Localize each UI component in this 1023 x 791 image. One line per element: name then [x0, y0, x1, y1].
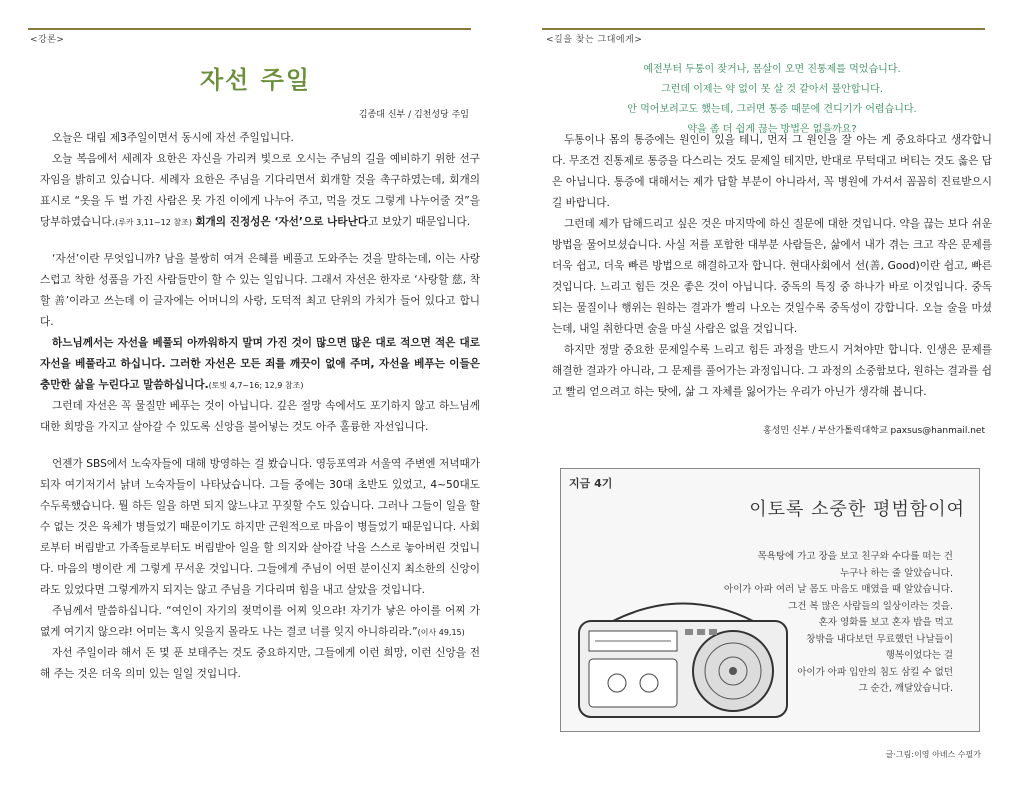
essay-box [560, 468, 980, 732]
paragraph [40, 333, 480, 396]
bold-paragraph: 하느님께서는 자선을 베풀되 아까워하지 말며 가진 것이 많으면 많은 대로 적으면 적은 대로 자선을 베풀라고 하십니다. 그러한 자선은 모든 죄를 깨끗이 없애 주며, 자선을 베푸는 이들은 충만한 삶을 누린다고 말씀하십니다. [40, 337, 480, 391]
question-line: 그런데 이제는 약 없이 못 살 것 같아서 불안합니다. [661, 84, 883, 95]
paragraph: 주님께서 말씀하십니다. “여인이 자기의 젖먹이를 어찌 잊으랴! 자기가 낳은 아이를 어찌 가엾게 여기지 않으랴! 어미는 혹시 잊을지 몰라도 나는 결코 너를 잊지 아니하리라.”(이사 49,15) [40, 605, 480, 638]
box-title: 이토록 소중한 평범함이여 [749, 499, 965, 520]
paragraph: ‘자선’이란 무엇입니까? 남을 불쌍히 여겨 은혜를 베풀고 도와주는 것을 말하는데, 이는 사랑스럽고 착한 성품을 가진 사람들만이 할 수 있는 일입니다. 그래서 자선은 한자로 ‘사랑할 慈, 착할 善’이라고 쓰는데 이 글자에는 어머니의 사랑, 도덕적 최고 단위의 가치가 들어 있다고 합니다. [40, 253, 480, 328]
box-tag: 지금 4기 [569, 477, 613, 490]
question-line: 안 먹어보려고도 했는데, 그러면 통증 때문에 견디기가 어렵습니다. [627, 104, 917, 115]
citation: (이사 49,15) [417, 628, 465, 637]
paragraph: 두통이나 몸의 통증에는 원인이 있을 테니, 먼저 그 원인을 잘 아는 게 중요하다고 생각합니다. 무조건 진통제로 통증을 다스리는 것도 문제일 테지만, 반대로 무턱대고 버티는 것도 옳은 답은 아닙니다. 통증에 대해서는 제가 답할 부분이 아니라서, 꼭 병원에 가셔서 꼼꼼히 진료받으시길 바랍니다. [552, 134, 992, 209]
reader-question [552, 60, 992, 140]
citation: (루카 3,11~12 참조) [115, 218, 192, 227]
answer-body [552, 130, 992, 403]
article-body [40, 128, 480, 685]
paragraph: 자선 주일이라 해서 돈 몇 푼 보태주는 것도 중요하지만, 그들에게 이런 희망, 이런 신앙을 전해 주는 것은 더욱 의미 있는 일일 것입니다. [40, 647, 480, 680]
paragraph: 오늘은 대림 제3주일이면서 동시에 자선 주일입니다. [52, 132, 294, 144]
bold-sentence: 회개의 진정성은 ‘자선’으로 나타난다 [195, 216, 368, 228]
illustration-credit: 글·그림:이영 아녜스 수필가 [885, 750, 981, 759]
citation: (토빗 4,7~16; 12,9 참조) [208, 381, 304, 390]
right-page [512, 0, 1023, 791]
radio-illustration [573, 591, 793, 721]
section-tag: <강론> [30, 35, 65, 45]
poem-line: 아이가 아파 여러 날 몸도 마음도 매였을 때 알았습니다. [723, 584, 953, 595]
poem-line: 목욕탕에 가고 장을 보고 친구와 수다를 떠는 건 [757, 551, 953, 562]
article-title: 자선 주일 [199, 65, 312, 94]
section-tag: <길을 찾는 그대에게> [546, 35, 643, 45]
left-page [0, 0, 511, 791]
poem-line: 아이가 아파 입안의 침도 삼킬 수 없던 [797, 666, 953, 678]
paragraph: 그런데 자선은 꼭 물질만 베푸는 것이 아닙니다. 깊은 절망 속에서도 포기하지 않고 하느님께 대한 희망을 가지고 살아갈 수 있도록 신앙을 불어넣는 것도 아주 훌륭한 자선입니다. [40, 400, 480, 433]
question-line: 약을 좀 더 쉽게 끊는 방법은 없을까요? [687, 124, 857, 135]
poem-line: 창밖을 내다보던 무료했던 나날들이 [806, 633, 953, 645]
poem-line: 누구나 하는 줄 알았습니다. [839, 567, 953, 579]
paragraph: 하지만 정말 중요한 문제일수록 느리고 힘든 과정을 반드시 거쳐야만 합니다. 인생은 문제를 해결한 결과가 아니라, 그 문제를 풀어가는 과정입니다. 그 과정의 소중함보다, 원하는 결과를 쉽고 빨리 얻으려고 하는 탓에, 삶 그 자체를 잃어가는 우리가 아닌가 생각해 봅니다. [552, 344, 992, 398]
question-line: 예전부터 두통이 잦거나, 몸살이 오면 진통제를 먹었습니다. [643, 64, 901, 75]
header-rule [28, 28, 471, 30]
signature: 홍성민 신부 / 부산가톨릭대학교 paxsus@hanmail.net [763, 426, 985, 436]
byline: 김종대 신부 / 김천성당 주임 [358, 110, 469, 120]
header-rule [542, 28, 985, 30]
poem-line: 그건 복 많은 사람들의 일상이라는 것을. [788, 600, 953, 612]
paragraph: 언젠가 SBS에서 노숙자들에 대해 방영하는 걸 봤습니다. 영등포역과 서울역 주변엔 저녁때가 되자 여기저기서 낡녀 노숙자들이 나타났습니다. 그들 중에는 30대 초반도 있었고, 4~50대도 수두룩했습니다. 뭘 하든 일을 하면 되지 않느냐고 꾸짖할 수도 있습니다. 그러나 그들이 일을 할 수 없는 것은 육체가 병들었기 때문이기도 하지만 근원적으로 마음이 병들었기 때문입니다. 사회로부터 버림받고 가족들로부터도 버림받아 일을 할 의지와 살아갈 낙을 스스로 놓아버린 것입니다. 마음의 병이란 게 그렇게 무서운 것입니다. 그들에게 주님이 어떤 분이신지 최소한의 신앙이라도 있었다면 그렇게까지 되지는 않고 주님을 기다리며 힘을 내고 살았을 것입니다. [40, 458, 480, 596]
poem-line: 행복이었다는 걸 [885, 650, 953, 661]
poem-line: 그 순간, 깨달았습니다. [858, 683, 953, 694]
paragraph: 그런데 제가 답해드리고 싶은 것은 마지막에 하신 질문에 대한 것입니다. 약을 끊는 보다 쉬운 방법을 물어보셨습니다. 사실 저를 포함한 대부분 사람들은, 삶에서 내가 겪는 크고 작은 문제를 더욱 쉽고, 더욱 빠른 방법으로 해결하고자 합니다. 현대사회에서 선(善, Good)이란 쉽고, 빠른 것입니다. 느리고 힘든 것은 좋은 것이 아닙니다. 중독의 특징 중 하나가 바로 이것입니다. 중독되는 물질이나 행위는 원하는 결과가 빨리 나오는 것일수록 중독성이 강합니다. 오늘 술을 마셨는데, 내일 취한다면 술을 마실 사람은 없을 것입니다. [552, 218, 992, 335]
paragraph: 오늘 복음에서 세례자 요한은 자신을 가리켜 빛으로 오시는 주님의 길을 예비하기 위한 선구자임을 밝히고 있습니다. 세례자 요한은 주님을 기다리면서 회개할 것을 촉구하였는데, 회개의 표시로 “옷을 두 벌 가진 사람은 못 가진 이에게 나누어 주고, 먹을 것도 그렇게 나누어줄 것”을 당부하였습니다.(루카 3,11~12 참조) 회개의 진정성은 ‘자선’으로 나타난다고 보았기 때문입니다. [40, 153, 480, 228]
poem-line: 혼자 영화를 보고 혼자 밥을 먹고 [818, 617, 953, 628]
